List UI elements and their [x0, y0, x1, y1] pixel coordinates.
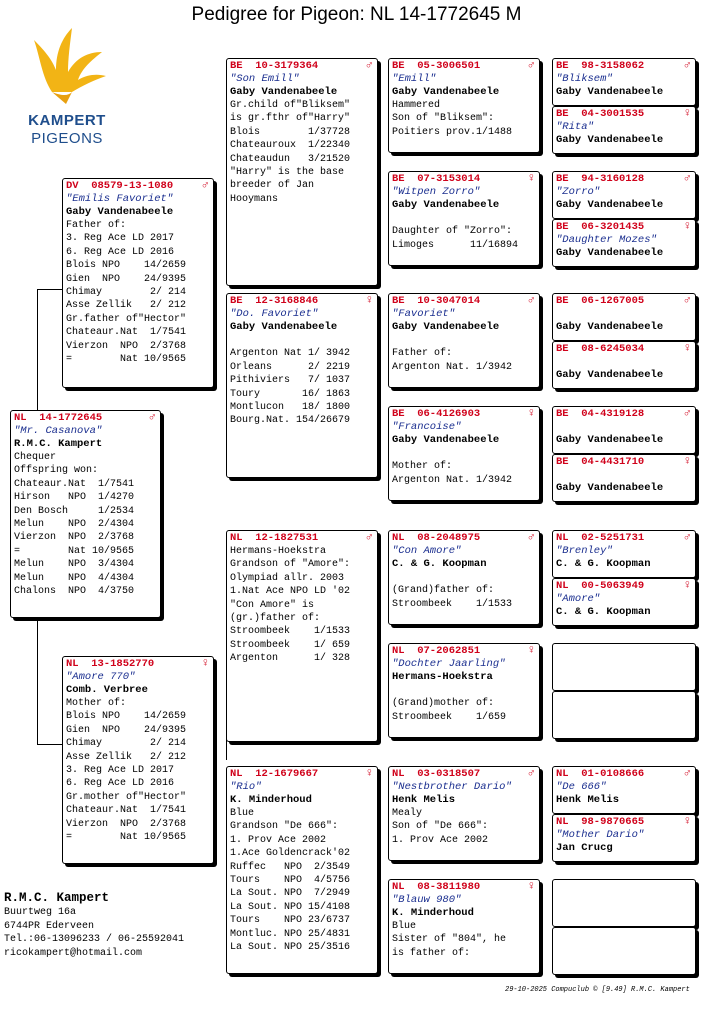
pigeon-info-line	[227, 334, 377, 347]
pigeon-info-line: (gr.)father of:	[230, 613, 321, 625]
pigeon-owner: Henk Melis	[556, 794, 620, 806]
pigeon-name: "Mr. Casanova"	[14, 425, 103, 437]
pigeon-card-header	[553, 767, 695, 781]
pigeon-card[interactable]	[388, 293, 540, 388]
pigeon-card-header	[553, 928, 695, 942]
pigeon-owner: Gaby Vandenabeele	[230, 321, 338, 333]
pigeon-info-line: Father of:	[66, 220, 127, 231]
female-icon: ♀	[683, 341, 691, 355]
pigeon-name: "Zorro"	[556, 186, 601, 198]
pigeon-info-line: Blue	[230, 808, 255, 819]
male-icon: ♂	[148, 410, 156, 424]
pigeon-info-line: Argenton Nat. 1/3942	[392, 474, 513, 486]
pigeon-card-header	[389, 172, 539, 186]
ring-number: NL 07-2062851	[392, 645, 481, 657]
pigeon-info-line	[389, 212, 539, 225]
pigeon-card[interactable]	[552, 219, 696, 267]
pigeon-owner: K. Minderhoud	[230, 794, 312, 806]
pigeon-card-header	[553, 880, 695, 894]
pigeon-info-line: Gr.child of"Bliksem"	[230, 100, 351, 111]
male-icon: ♂	[527, 766, 535, 780]
pigeon-name: "Rita"	[556, 121, 594, 133]
pigeon-card-header	[389, 767, 539, 781]
pigeon-name: "De 666"	[556, 781, 607, 793]
pigeon-info-line: Mother of:	[66, 698, 127, 709]
pigeon-card-header	[553, 531, 695, 545]
breeder-phone: Tel.:06-13096233 / 06-25592041	[4, 934, 185, 945]
pigeon-info-line: Bourg.Nat. 154/26679	[230, 415, 351, 427]
pigeon-name: "Emill"	[392, 73, 437, 85]
connector-line	[37, 618, 38, 744]
pigeon-card[interactable]	[552, 530, 696, 578]
pigeon-card-header	[389, 644, 539, 658]
pigeon-card[interactable]	[226, 766, 378, 974]
pigeon-owner: Gaby Vandenabeele	[392, 434, 500, 446]
pigeon-name: "Daughter Mozes"	[556, 234, 657, 246]
male-icon: ♂	[365, 530, 373, 544]
pigeon-info-line: Stroombeek 1/659	[392, 711, 507, 723]
pigeon-info-line: Chateaur.Nat 1/7541	[14, 478, 135, 490]
pigeon-info-line: = Nat 10/9565	[66, 832, 187, 844]
pigeon-card[interactable]	[552, 341, 696, 389]
ring-number: BE 07-3153014	[392, 173, 481, 185]
pigeon-info-line: Melun NPO 3/4304	[14, 559, 135, 571]
pigeon-info-line: Son of "De 666":	[392, 821, 489, 833]
pigeon-info-line: 6. Reg Ace LD 2016	[66, 246, 175, 258]
pigeon-card-header	[553, 815, 695, 829]
pigeon-card[interactable]	[388, 643, 540, 738]
pigeon-card[interactable]	[10, 410, 161, 618]
pigeon-card[interactable]	[552, 58, 696, 106]
breeder-address-street: Buurtweg 16a	[4, 907, 77, 918]
ring-number: NL 12-1679667	[230, 768, 319, 780]
pigeon-name: "Emilis Favoriet"	[66, 193, 174, 205]
pigeon-info-line: Chateaur.Nat 1/7541	[66, 327, 187, 339]
pigeon-card-header	[227, 59, 377, 73]
ring-number: NL 12-1827531	[230, 532, 319, 544]
pigeon-info-line: Poitiers prov.1/1488	[392, 126, 513, 138]
pigeon-card[interactable]	[552, 766, 696, 814]
pigeon-info-line: Blue	[392, 921, 417, 932]
female-icon: ♀	[683, 814, 691, 828]
pigeon-card[interactable]	[388, 58, 540, 153]
male-icon: ♂	[683, 58, 691, 72]
pigeon-info-line: (Grand)father of:	[392, 585, 495, 597]
pigeon-info-line: Ruffec NPO 2/3549	[230, 861, 351, 873]
pigeon-owner: Gaby Vandenabeele	[556, 482, 664, 494]
pigeon-name: "Mother Dario"	[556, 829, 645, 841]
pigeon-card-header	[553, 107, 695, 121]
pigeon-info-line: Gien NPO 24/9395	[66, 724, 187, 736]
pigeon-card-header	[553, 579, 695, 593]
pigeon-name: "Francoise"	[392, 421, 462, 433]
pigeon-info-line	[389, 334, 539, 347]
pigeon-card-header	[553, 692, 695, 706]
pigeon-card-header	[553, 220, 695, 234]
pigeon-info-line: Tours NPO 23/6737	[230, 915, 351, 927]
pigeon-card-header	[389, 880, 539, 894]
pigeon-card[interactable]	[226, 58, 378, 286]
pigeon-owner: Gaby Vandenabeele	[66, 206, 174, 218]
pigeon-card-header	[389, 531, 539, 545]
female-icon: ♀	[365, 766, 373, 780]
bird-logo-icon	[22, 22, 112, 112]
pigeon-info-line: Vierzon NPO 2/3768	[14, 532, 135, 544]
pigeon-name: "Do. Favoriet"	[230, 308, 319, 320]
male-icon: ♂	[527, 530, 535, 544]
ring-number: BE 12-3168846	[230, 295, 319, 307]
male-icon: ♂	[683, 293, 691, 307]
pigeon-card[interactable]	[552, 406, 696, 454]
pigeon-info-line: Father of:	[392, 348, 453, 360]
pigeon-info-line: Melun NPO 2/4304	[14, 519, 135, 531]
ring-number: BE 05-3006501	[392, 60, 481, 72]
pigeon-info-line	[389, 447, 539, 460]
pigeon-card-header	[389, 294, 539, 308]
pigeon-info-line: Asse Zellik 2/ 212	[66, 300, 187, 312]
pigeon-info-line	[389, 684, 539, 697]
pigeon-card[interactable]	[388, 406, 540, 501]
pigeon-info-line: Sister of "804", he	[392, 934, 507, 946]
pigeon-info-line: is father of:	[392, 947, 471, 959]
female-icon: ♀	[201, 656, 209, 670]
pigeon-info-line: Chateauroux 1/22340	[230, 140, 351, 152]
pigeon-owner: Gaby Vandenabeele	[392, 199, 500, 211]
pigeon-owner: Comb. Verbree	[66, 684, 148, 696]
female-icon: ♀	[683, 106, 691, 120]
male-icon: ♂	[683, 530, 691, 544]
ring-number: BE 94-3160128	[556, 173, 645, 185]
pigeon-card-header	[227, 531, 377, 545]
pigeon-card[interactable]	[552, 171, 696, 219]
pigeon-info-line	[389, 571, 539, 584]
pigeon-owner: Henk Melis	[392, 794, 456, 806]
pigeon-info-line: Gr.father of"Hector"	[66, 313, 187, 325]
pigeon-name: "Witpen Zorro"	[392, 186, 481, 198]
pigeon-card[interactable]	[62, 178, 214, 388]
pigeon-card-header	[553, 172, 695, 186]
connector-line	[37, 289, 38, 411]
ring-number: NL 08-2048975	[392, 532, 481, 544]
connector-line	[37, 744, 62, 745]
pigeon-card[interactable]	[552, 578, 696, 626]
pigeon-info-line: is gr.fthr of"Harry"	[230, 113, 351, 125]
pigeon-info-line: Orleans 2/ 2219	[230, 361, 351, 373]
pigeon-info-line: 1.Ace Goldencrack'02	[230, 848, 351, 860]
pigeon-name: "Nestbrother Dario"	[392, 781, 512, 793]
pigeon-card[interactable]	[552, 643, 696, 691]
pigeon-owner: Gaby Vandenabeele	[556, 321, 664, 333]
pigeon-owner: Gaby Vandenabeele	[556, 86, 664, 98]
pigeon-info-line: La Sout. NPO 7/2949	[230, 888, 351, 900]
pigeon-info-line: Hammered	[392, 100, 441, 111]
pigeon-info-line: Olympiad allr. 2003	[230, 572, 345, 584]
logo-text-kampert: KAMPERT	[28, 112, 106, 129]
pigeon-card[interactable]	[552, 454, 696, 502]
pigeon-name: "Rio"	[230, 781, 262, 793]
pigeon-card-header	[553, 644, 695, 658]
female-icon: ♀	[683, 454, 691, 468]
ring-number: BE 98-3158062	[556, 60, 645, 72]
pigeon-info-line: Mealy	[392, 808, 423, 819]
pigeon-info-line: Stroombeek 1/1533	[392, 598, 513, 610]
pigeon-card-header	[553, 407, 695, 421]
pigeon-info-line: Tours NPO 4/5756	[230, 875, 351, 887]
pigeon-owner: C. & G. Koopman	[556, 558, 651, 570]
pigeon-card[interactable]	[226, 293, 378, 478]
breeder-email[interactable]: ricokampert@hotmail.com	[4, 947, 143, 959]
pigeon-card[interactable]	[62, 656, 214, 864]
ring-number: NL 08-3811980	[392, 881, 481, 893]
pigeon-owner: Hermans-Hoekstra	[392, 671, 493, 683]
pigeon-card-header	[389, 59, 539, 73]
pigeon-owner: Gaby Vandenabeele	[230, 86, 338, 98]
pigeon-info-line: breeder of Jan	[230, 180, 315, 192]
pigeon-info-line: Grandson of "Amore":	[230, 559, 351, 571]
pigeon-owner: K. Minderhoud	[392, 907, 474, 919]
pigeon-info-line: 3. Reg Ace LD 2017	[66, 765, 175, 777]
blank-line	[553, 469, 695, 482]
female-icon: ♀	[527, 406, 535, 420]
pigeon-info-line: Blois NPO 14/2659	[66, 260, 187, 272]
ring-number: BE 06-1267005	[556, 295, 645, 307]
page-title: Pedigree for Pigeon: NL 14-1772645 M	[191, 4, 522, 25]
pigeon-info-line: Hirson NPO 1/4270	[14, 492, 135, 504]
pigeon-card[interactable]	[552, 879, 696, 927]
pigeon-info-line: Blois NPO 14/2659	[66, 711, 187, 723]
pigeon-card[interactable]	[388, 879, 540, 974]
ring-number: NL 98-9870665	[556, 816, 645, 828]
pigeon-info-line: Vierzon NPO 2/3768	[66, 340, 187, 352]
pigeon-owner: R.M.C. Kampert	[14, 438, 103, 450]
pigeon-owner: C. & G. Koopman	[556, 606, 651, 618]
pigeon-owner: Gaby Vandenabeele	[556, 199, 664, 211]
pigeon-info-line: Chimay 2/ 214	[66, 738, 187, 750]
pigeon-info-line: Argenton Nat. 1/3942	[392, 361, 513, 373]
ring-number: NL 14-1772645	[14, 412, 103, 424]
print-stamp: 29-10-2025 Compuclub © [9.49] R.M.C. Kampert	[505, 986, 690, 994]
pigeon-owner: Gaby Vandenabeele	[556, 369, 664, 381]
pigeon-info-line: Gr.mother of"Hector"	[66, 791, 187, 803]
pigeon-info-line: Den Bosch 1/2534	[14, 505, 135, 517]
breeder-address-city: 6744PR Ederveen	[4, 920, 95, 932]
pigeon-card-header	[227, 767, 377, 781]
pigeon-info-line: Chateaur.Nat 1/7541	[66, 805, 187, 817]
pigeon-name: "Amore 770"	[66, 671, 136, 683]
pigeon-card-header	[553, 455, 695, 469]
breeder-name: R.M.C. Kampert	[4, 891, 110, 905]
male-icon: ♂	[683, 766, 691, 780]
pigeon-card-header	[63, 657, 213, 671]
pigeon-info-line: Montlucon 18/ 1800	[230, 402, 351, 414]
pigeon-info-line: 1. Prov Ace 2002	[230, 834, 327, 846]
pigeon-card[interactable]	[552, 293, 696, 341]
pigeon-owner: C. & G. Koopman	[392, 558, 487, 570]
ring-number: BE 06-4126903	[392, 408, 481, 420]
pigeon-info-line: Melun NPO 4/4304	[14, 572, 135, 584]
male-icon: ♂	[683, 406, 691, 420]
pigeon-info-line: Vierzon NPO 2/3768	[66, 818, 187, 830]
breeder-contact	[4, 890, 184, 960]
pigeon-owner: Gaby Vandenabeele	[556, 434, 664, 446]
ring-number: BE 04-4319128	[556, 408, 645, 420]
ring-number: BE 10-3179364	[230, 60, 319, 72]
pigeon-owner: Jan Crucg	[556, 842, 613, 854]
pigeon-info-line: 3. Reg Ace LD 2017	[66, 233, 175, 245]
pigeon-card-header	[11, 411, 160, 425]
ring-number: NL 13-1852770	[66, 658, 155, 670]
pigeon-name: "Favoriet"	[392, 308, 456, 320]
male-icon: ♂	[527, 58, 535, 72]
pigeon-info-line: Daughter of "Zorro":	[392, 226, 513, 238]
ring-number: BE 06-3201435	[556, 221, 645, 233]
ring-number: NL 02-5251731	[556, 532, 645, 544]
pigeon-info-line: (Grand)mother of:	[392, 698, 495, 710]
pigeon-name: "Amore"	[556, 593, 601, 605]
pigeon-info-line: Chalons NPO 4/3750	[14, 586, 135, 598]
pigeon-owner: Gaby Vandenabeele	[392, 321, 500, 333]
pigeon-card[interactable]	[552, 927, 696, 975]
male-icon: ♂	[201, 178, 209, 192]
female-icon: ♀	[527, 879, 535, 893]
ring-number: BE 10-3047014	[392, 295, 481, 307]
blank-line	[553, 356, 695, 369]
ring-number: BE 04-3001535	[556, 108, 645, 120]
pigeon-card[interactable]	[388, 530, 540, 625]
ring-number: DV 08579-13-1080	[66, 180, 174, 192]
pigeon-info-line: La Sout. NPO 15/4108	[230, 901, 351, 913]
ring-number: BE 04-4431710	[556, 456, 645, 468]
ring-number: NL 01-0108666	[556, 768, 645, 780]
pigeon-name: "Son Emill"	[230, 73, 300, 85]
pigeon-name: "Blauw 980"	[392, 894, 462, 906]
pigeon-name: "Dochter Jaarling"	[392, 658, 506, 670]
pigeon-info-line: Montluc. NPO 25/4831	[230, 928, 351, 940]
pigeon-info-line: Chateaudun 3/21520	[230, 153, 351, 165]
pigeon-info-line: Hermans-Hoekstra	[230, 546, 327, 557]
pigeon-info-line: La Sout. NPO 25/3516	[230, 942, 351, 954]
pigeon-info-line: Pithiviers 7/ 1037	[230, 375, 351, 387]
pigeon-card-header	[553, 294, 695, 308]
kampert-pigeons-logo	[22, 22, 112, 152]
pigeon-card[interactable]	[552, 106, 696, 154]
pigeon-info-line: Gien NPO 24/9395	[66, 273, 187, 285]
pigeon-info-line: Limoges 11/16894	[392, 239, 519, 251]
pigeon-owner: Gaby Vandenabeele	[556, 134, 664, 146]
pigeon-card[interactable]	[388, 171, 540, 266]
pigeon-card-header	[389, 407, 539, 421]
pigeon-info-line: Toury 16/ 1863	[230, 388, 351, 400]
pigeon-info-line: Argenton 1/ 328	[230, 653, 351, 665]
pigeon-info-line: "Harry" is the base	[230, 167, 345, 179]
male-icon: ♂	[683, 171, 691, 185]
pigeon-info-line: Blois 1/37728	[230, 126, 351, 138]
pigeon-card-header	[553, 59, 695, 73]
pigeon-info-line: Mother of:	[392, 461, 453, 473]
pigeon-card-header	[553, 342, 695, 356]
pigeon-info-line: Hooymans	[230, 193, 279, 205]
pigeon-info-line: Asse Zellik 2/ 212	[66, 751, 187, 763]
pigeon-info-line: Grandson "De 666":	[230, 821, 339, 833]
pigeon-card-header	[227, 294, 377, 308]
pigeon-info-line: = Nat 10/9565	[14, 545, 135, 557]
pigeon-info-line: Stroombeek 1/1533	[230, 626, 351, 638]
connector-line	[37, 289, 62, 290]
female-icon: ♀	[683, 219, 691, 233]
female-icon: ♀	[527, 643, 535, 657]
pigeon-card[interactable]	[552, 691, 696, 739]
pigeon-name: "Brenley"	[556, 545, 613, 557]
male-icon: ♂	[527, 293, 535, 307]
pigeon-card[interactable]	[226, 530, 378, 742]
pigeon-name: "Con Amore"	[392, 545, 462, 557]
female-icon: ♀	[365, 293, 373, 307]
blank-line	[553, 308, 695, 321]
logo-text-pigeons: PIGEONS	[31, 130, 103, 147]
pigeon-name: "Bliksem"	[556, 73, 613, 85]
pigeon-info-line: 1.Nat Ace NPO LD '02	[230, 586, 351, 598]
pigeon-info-line: Offspring won:	[14, 465, 99, 477]
blank-line	[553, 421, 695, 434]
pigeon-info-line: 6. Reg Ace LD 2016	[66, 778, 175, 790]
female-icon: ♀	[527, 171, 535, 185]
male-icon: ♂	[365, 58, 373, 72]
ring-number: NL 00-5063949	[556, 580, 645, 592]
pigeon-info-line: = Nat 10/9565	[66, 354, 187, 366]
pigeon-owner: Gaby Vandenabeele	[392, 86, 500, 98]
pigeon-info-line: Son of "Bliksem":	[392, 113, 495, 125]
pigeon-card[interactable]	[552, 814, 696, 862]
pigeon-card[interactable]	[388, 766, 540, 861]
pigeon-info-line: Chimay 2/ 214	[66, 287, 187, 299]
ring-number: BE 08-6245034	[556, 343, 645, 355]
pigeon-info-line: Argenton Nat 1/ 3942	[230, 348, 351, 360]
pigeon-owner: Gaby Vandenabeele	[556, 247, 664, 259]
pigeon-info-line: "Con Amore" is	[230, 599, 315, 611]
ring-number: NL 03-0318507	[392, 768, 481, 780]
pigeon-info-line: 1. Prov Ace 2002	[392, 834, 489, 846]
pigeon-card-header	[63, 179, 213, 193]
pigeon-info-line: Chequer	[14, 452, 57, 463]
pigeon-info-line: Stroombeek 1/ 659	[230, 639, 351, 651]
female-icon: ♀	[683, 578, 691, 592]
